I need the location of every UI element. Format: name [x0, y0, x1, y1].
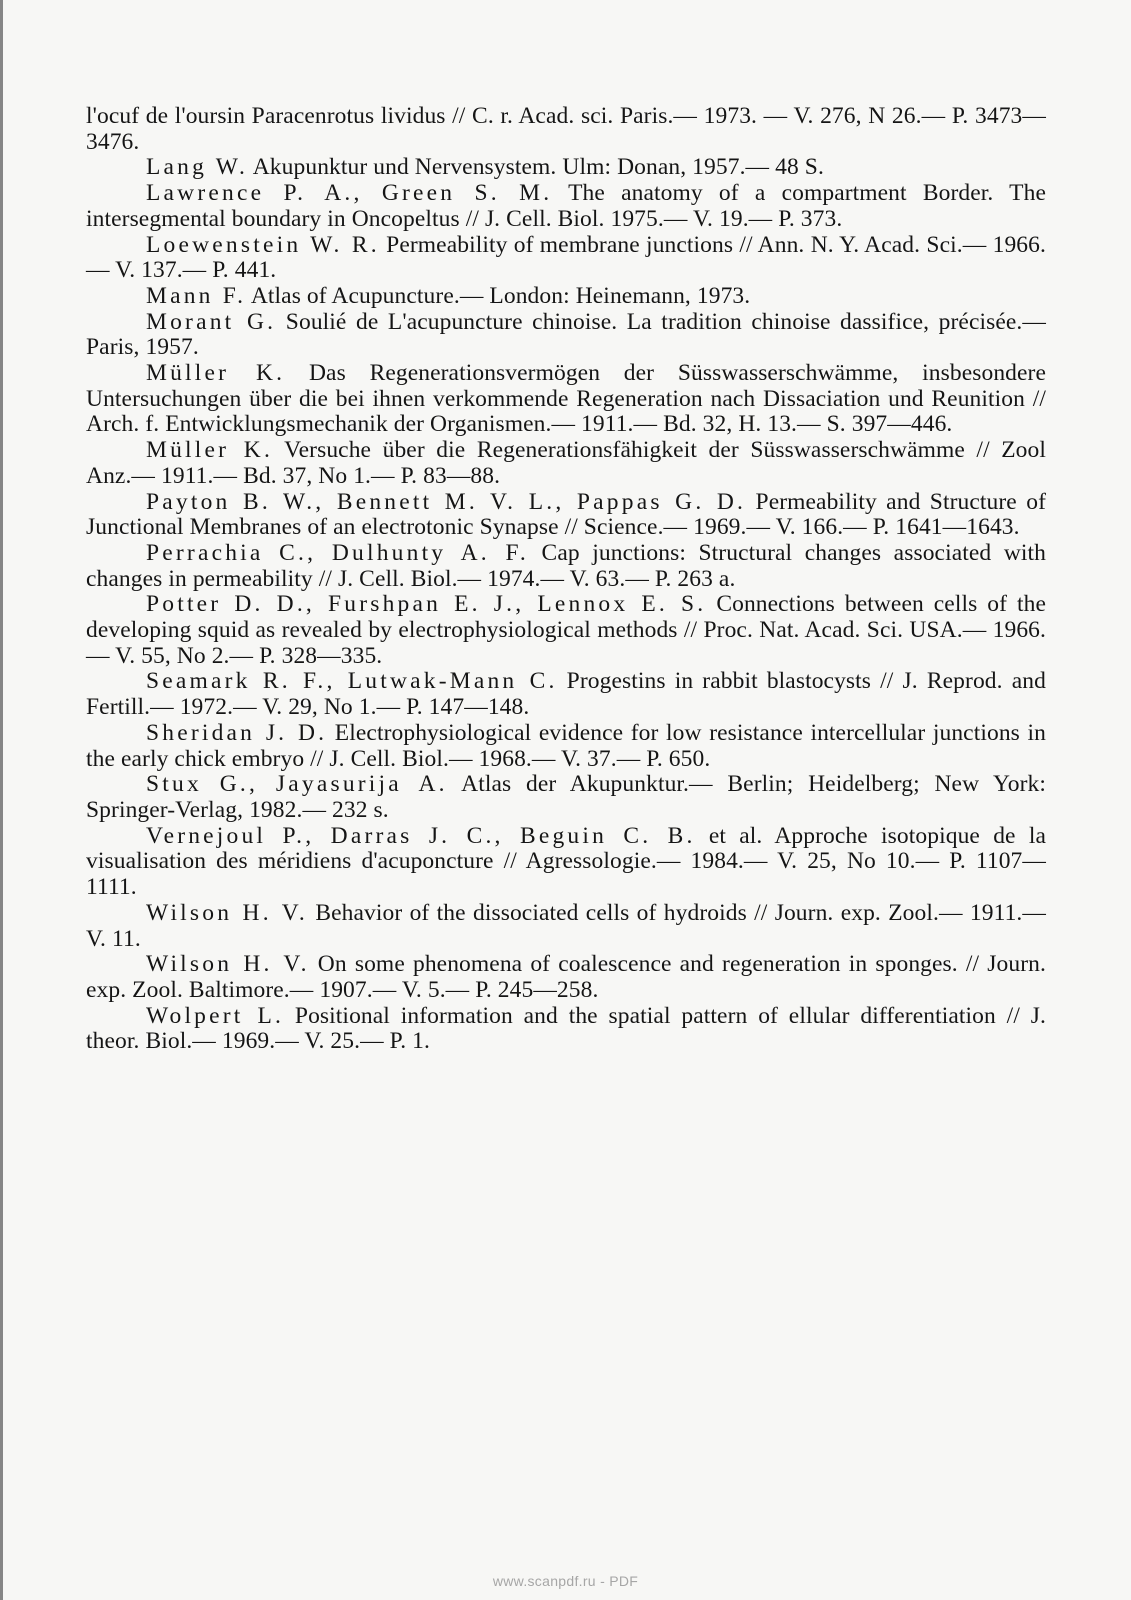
reference-item	[86, 104, 1046, 155]
reference-text: Atlas der Akupunktur.— Berlin; Heidelberg; New York: Springer-Verlag, 1982.— 232 s.	[86, 771, 1046, 823]
reference-author: Sheridan J. D.	[146, 719, 328, 746]
reference-item	[86, 541, 1046, 592]
reference-text: The anatomy of a compartment Border. The intersegmental boundary in Oncopeltus // J. Cell. Biol. 1975.— V. 19.— P. 373.	[86, 180, 1046, 232]
reference-author: Wolpert L.	[146, 1002, 285, 1029]
reference-item	[86, 181, 1046, 232]
reference-author: Mann F.	[146, 282, 247, 309]
reference-item	[86, 361, 1046, 438]
reference-author: Morant G.	[146, 308, 277, 335]
reference-text: et al. Approche isotopique de la visualisation des méridiens d'acuponcture // Agressologie.— 1984.— V. 25, No 10.— P. 1107—1111.	[86, 822, 1046, 901]
reference-item	[86, 669, 1046, 720]
reference-author: Lang W.	[146, 154, 249, 181]
reference-author: Müller K.	[146, 437, 274, 464]
reference-author: Vernejoul P., Darras J. C., Beguin C. B.	[146, 822, 696, 849]
reference-text: Positional information and the spatial pattern of ellular differentiation // J. theor. Biol.— 1969.— V. 25.— P. 1.	[86, 1002, 1046, 1055]
reference-item	[86, 284, 1046, 310]
reference-item	[86, 155, 1046, 181]
reference-author: Perrachia C., Dulhunty A. F.	[146, 539, 529, 566]
reference-text: Permeability of membrane junctions // Ann. N. Y. Acad. Sci.— 1966.— V. 137.— P. 441.	[86, 231, 1046, 284]
reference-author: Müller K.	[146, 360, 286, 387]
reference-item	[86, 824, 1046, 901]
reference-author: Wilson H. V.	[146, 899, 309, 926]
reference-author: Wilson H. V.	[146, 951, 310, 978]
reference-item	[86, 592, 1046, 669]
reference-author: Seamark R. F., Lutwak-Mann C.	[146, 668, 558, 695]
reference-item	[86, 233, 1046, 284]
reference-text: Akupunktur und Nervensystem. Ulm: Donan, 1957.— 48 S.	[248, 154, 824, 181]
reference-item	[86, 721, 1046, 772]
reference-author: Potter D. D., Furshpan E. J., Lennox E. S.	[146, 591, 707, 618]
reference-text: Progestins in rabbit blastocysts // J. Reprod. and Fertill.— 1972.— V. 29, No 1.— P. 147—148.	[86, 668, 1046, 721]
reference-item	[86, 1004, 1046, 1055]
reference-item	[86, 438, 1046, 489]
watermark-footer[interactable]: www.scanpdf.ru - PDF	[492, 1573, 639, 1589]
reference-text: Electrophysiological evidence for low resistance intercellular junctions in the early chick embryo // J. Cell. Biol.— 1968.— V. 37.— P. 650.	[86, 719, 1046, 772]
reference-text: Permeability and Structure of Junctional Membranes of an electrotonic Synapse // Science.— 1969.— V. 166.— P. 1641—1643.	[86, 488, 1046, 541]
reference-text: Behavior of the dissociated cells of hydroids // Journ. exp. Zool.— 1911.— V. 11.	[86, 899, 1046, 952]
reference-text: Atlas of Acupuncture.— London: Heinemann, 1973.	[246, 282, 751, 309]
reference-text: Connections between cells of the developing squid as revealed by electrophysiological methods // Proc. Nat. Acad. Sci. USA.— 1966.— V. 55, No 2.— P. 328—335.	[86, 591, 1046, 669]
scan-edge	[0, 0, 3, 1600]
reference-text: Cap junctions: Structural changes associated with changes in permeability // J. Cell. Biol.— 1974.— V. 63.— P. 263 a.	[86, 539, 1046, 592]
reference-item	[86, 490, 1046, 541]
reference-author: Loewenstein W. R.	[146, 231, 380, 258]
reference-text: Soulié de L'acupuncture chinoise. La tradition chinoise dassifice, précisée.— Paris, 1957.	[86, 308, 1046, 361]
reference-text: Das Regenerationsvermögen der Süsswasserschwämme, insbesondere Untersuchungen über die bei ihnen verkommende Regeneration nach Dissaciation und Reunition // Arch. f. Entwicklungsmechanik der Organismen.— 1911.— Bd. 32, H. 13.— S. 397—446.	[86, 360, 1047, 438]
reference-text: l'ocuf de l'oursin Paracenrotus lividus // C. r. Acad. sci. Paris.— 1973. — V. 276, N 26.— P. 3473—3476.	[86, 103, 1046, 155]
reference-author: Stux G., Jayasurija A.	[146, 771, 448, 798]
reference-author: Payton B. W., Bennett M. V. L., Pappas G. D.	[146, 488, 747, 515]
reference-item	[86, 901, 1046, 952]
reference-text: On some phenomena of coalescence and regeneration in sponges. // Journ. exp. Zool. Baltimore.— 1907.— V. 5.— P. 245—258.	[86, 951, 1046, 1003]
reference-item	[86, 310, 1046, 361]
reference-item	[86, 772, 1046, 823]
reference-author: Lawrence P. A., Green S. M.	[146, 180, 553, 207]
reference-text: Versuche über die Regenerationsfähigkeit der Süsswasserschwämme // Zool Anz.— 1911.— Bd. 37, No 1.— P. 83—88.	[86, 437, 1047, 489]
reference-list	[86, 104, 1046, 1055]
reference-item	[86, 952, 1046, 1003]
